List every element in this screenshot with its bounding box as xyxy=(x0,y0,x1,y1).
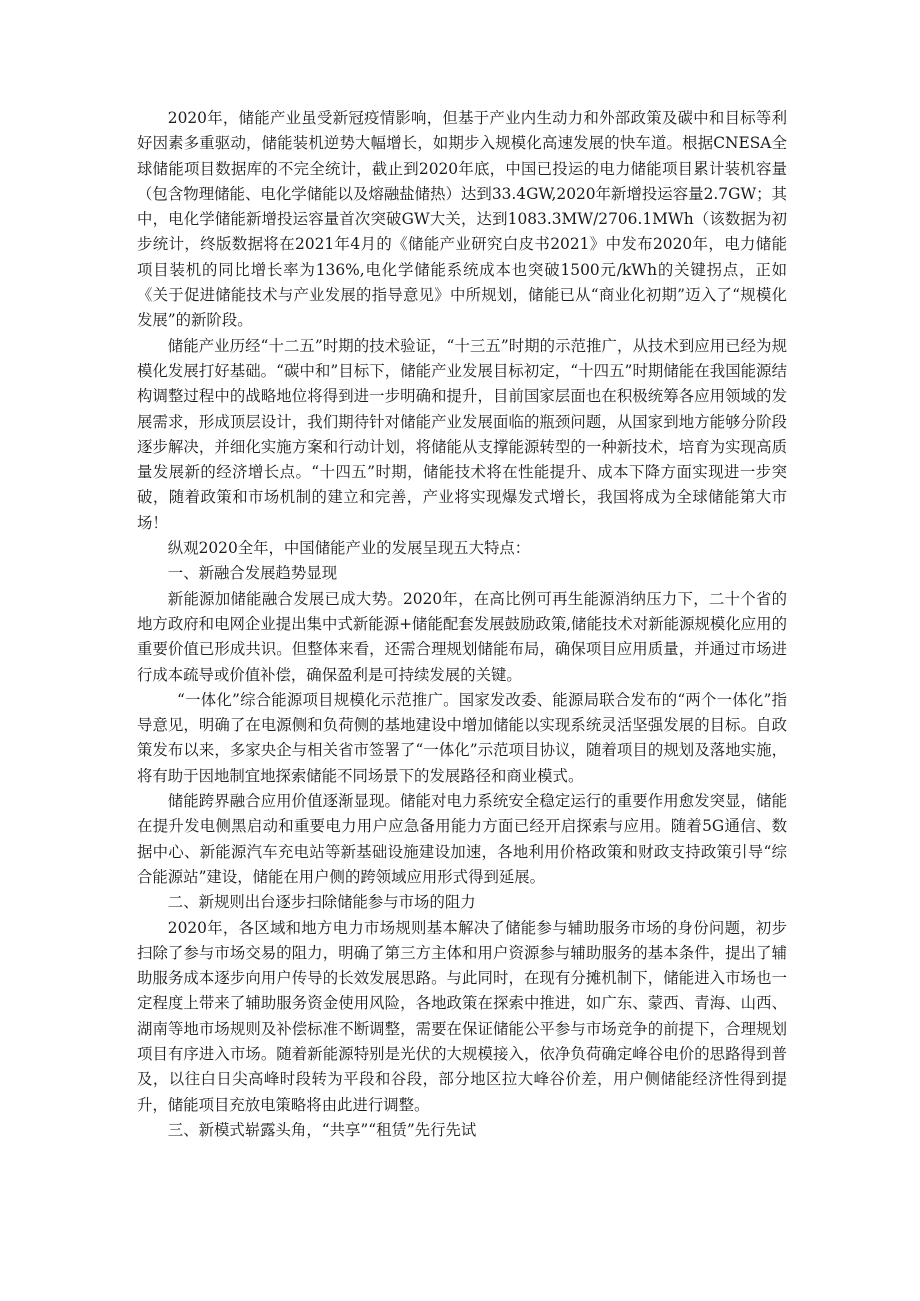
paragraph-integrated-projects: “一体化”综合能源项目规模化示范推广。国家发改委、能源局联合发布的“两个一体化”指导意见，明确了在电源侧和负荷侧的基地建设中增加储能以实现系统灵活坚强发展的目标。自政策发布以来，多家央企与相关省市签署了“一体化”示范项目协议，随着项目的规划及落地实施，将有助于因地制宜地探索储能不同场景下的发展路径和商业模式。 xyxy=(137,690,787,785)
paragraph-five-features-lead: 纵观2020全年，中国储能产业的发展呈现五大特点： xyxy=(167,539,531,558)
section-heading-2: 二、新规则出台逐步扫除储能参与市场的阻力 xyxy=(167,893,476,912)
paragraph-intro-2020: 2020年，储能产业虽受新冠疫情影响，但基于产业内生动力和外部政策及碳中和目标等利好因素多重驱动，储能装机逆势大幅增长，如期步入规模化高速发展的快车道。根据CNESA全球储能项目数据库的不完全统计，截止到2020年底，中国已投运的电力储能项目累计装机容量（包含物理储能、电化学储能以及熔融盐储热）达到33.4GW,2020年新增投运容量2.7GW；其中，电化学储能新增投运容量首次突破GW大关，达到1083.3MW/2706.1MWh（该数据为初步统计，终版数据将在2021年4月的《储能产业研究白皮书2021》中发布2020年，电力储能项目装机的同比增长率为136%,电化学储能系统成本也突破1500元/kWh的关键拐点，正如《关于促进储能技术与产业发展的指导意见》中所规划，储能已从“商业化初期”迈入了“规模化发展”的新阶段。 xyxy=(137,109,787,330)
paragraph-cross-sector: 储能跨界融合应用价值逐渐显现。储能对电力系统安全稳定运行的重要作用愈发突显，储能在提升发电侧黑启动和重要电力用户应急备用能力方面已经开启探索与应用。随着5G通信、数据中心、新能源汽车充电站等新基础设施建设加速，各地利用价格政策和财政支持政策引导“综合能源站”建设，储能在用户侧的跨领域应用形式得到延展。 xyxy=(137,792,787,886)
section-heading-3: 三、新模式崭露头角，“共享”“租赁”先行先试 xyxy=(167,1120,477,1139)
paragraph-five-year-plans: 储能产业历经“十二五”时期的技术验证，“十三五”时期的示范推广，从技术到应用已经为规模化发展打好基础。“碳中和”目标下，储能产业发展目标初定，“十四五”时期储能在我国能源结构调整过程中的战略地位将得到进一步明确和提升，目前国家层面也在积极统筹各应用领域的发展需求，形成顶层设计，我们期待针对储能产业发展面临的瓶颈问题，从国家到地方能够分阶段逐步解决，并细化实施方案和行动计划，将储能从支撑能源转型的一种新技术，培育为实现高质量发展新的经济增长点。“十四五”时期，储能技术将在性能提升、成本下降方面实现进一步突破，随着政策和市场机制的建立和完善，产业将实现爆发式增长，我国将成为全球储能第大市场！ xyxy=(137,336,787,532)
document-body xyxy=(137,106,787,1143)
paragraph-market-rules: 2020年，各区域和地方电力市场规则基本解决了储能参与辅助服务市场的身份问题，初步扫除了参与市场交易的阻力，明确了第三方主体和用户资源参与辅助服务的基本条件，提出了辅助服务成本逐步向用户传导的长效发展思路。与此同时，在现有分摊机制下，储能进入市场也一定程度上带来了辅助服务资金使用风险，各地政策在探索中推进，如广东、蒙西、青海、山西、湖南等地市场规则及补偿标准不断调整，需要在保证储能公平参与市场竞争的前提下，合理规划项目有序进入市场。随着新能源特别是光伏的大规模接入，依净负荷确定峰谷电价的思路得到普及，以往白日尖高峰时段转为平段和谷段，部分地区拉大峰谷价差，用户侧储能经济性得到提升，储能项目充放电策略将由此进行调整。 xyxy=(137,918,787,1114)
section-heading-1: 一、新融合发展趋势显现 xyxy=(167,564,338,583)
paragraph-new-energy-storage: 新能源加储能融合发展已成大势。2020年，在高比例可再生能源消纳压力下，二十个省的地方政府和电网企业提出集中式新能源+储能配套发展鼓励政策,储能技术对新能源规模化应用的重要价值已形成共识。但整体来看，还需合理规划储能布局，确保项目应用质量，并通过市场进行成本疏导或价值补偿，确保盈利是可持续发展的关键。 xyxy=(137,589,787,684)
